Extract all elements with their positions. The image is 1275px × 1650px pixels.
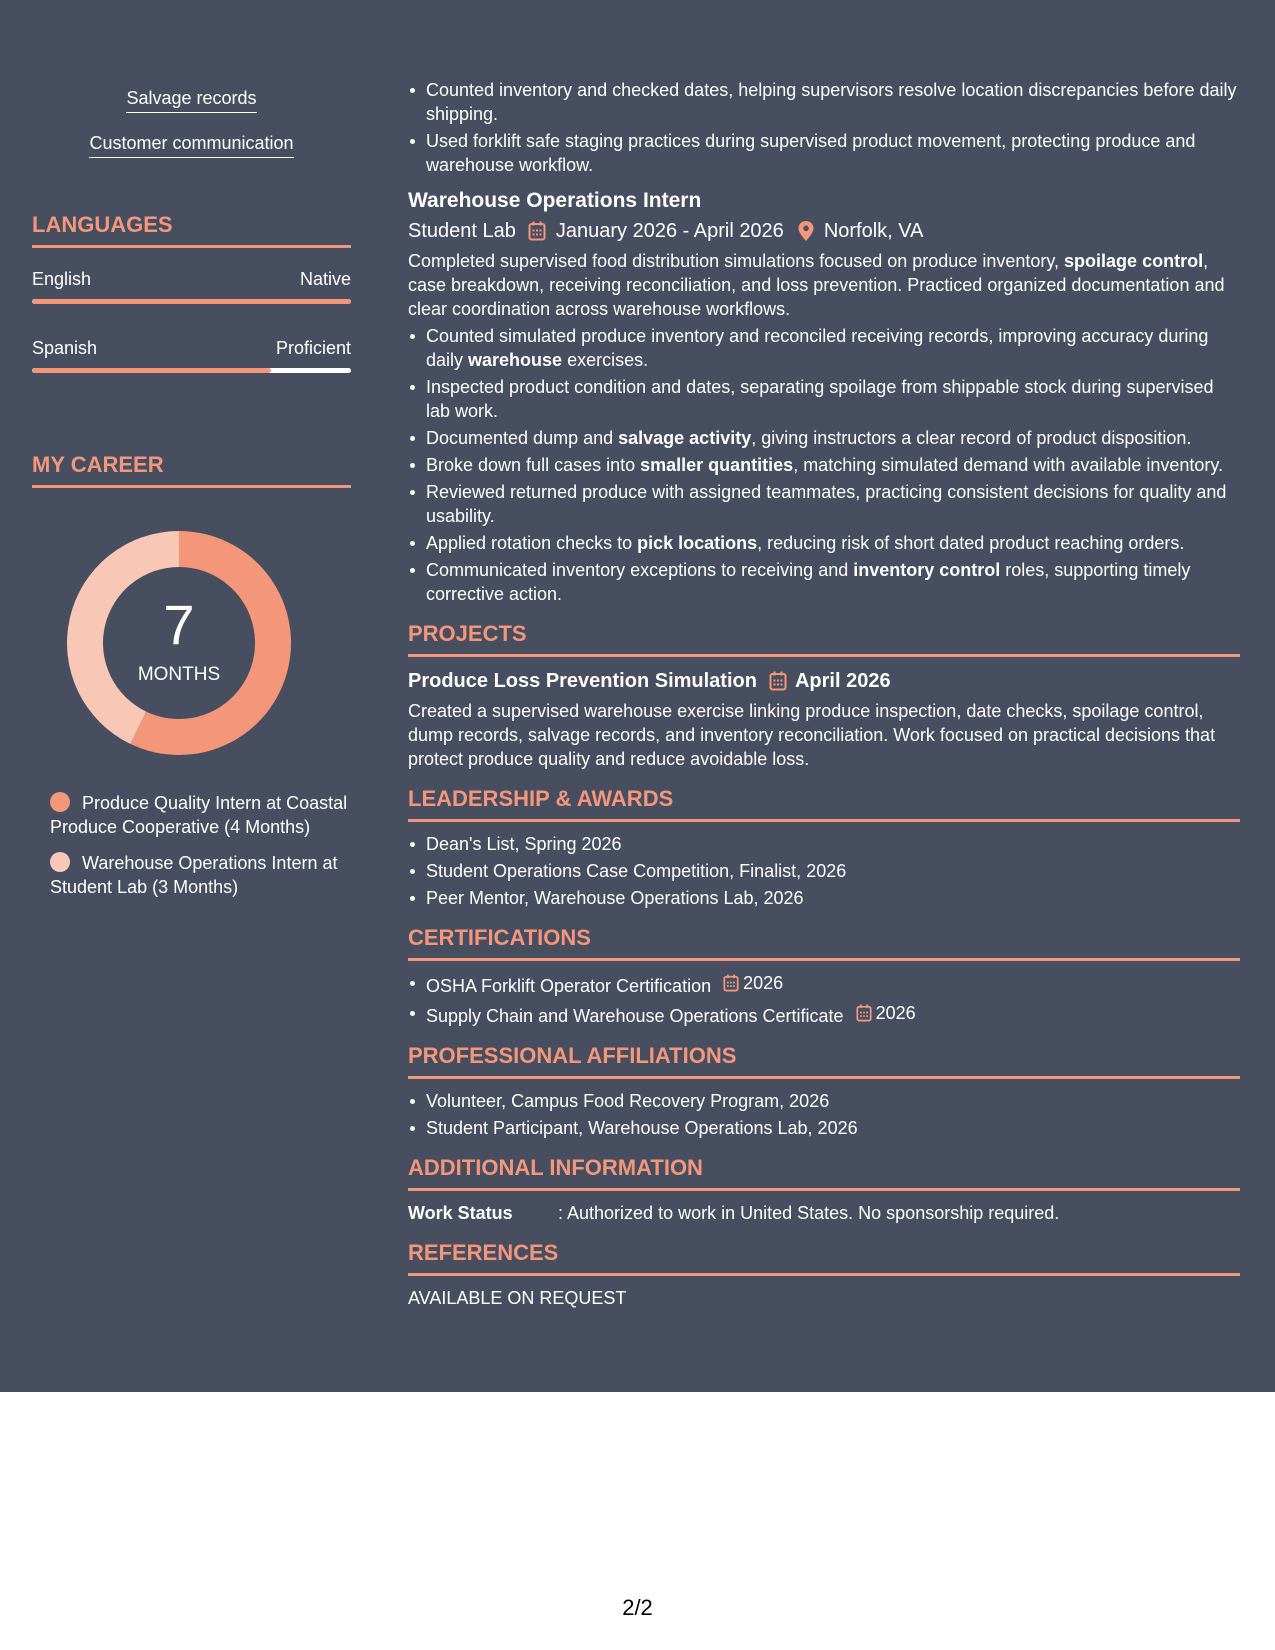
skill-label: Salvage records — [126, 86, 256, 113]
sidebar — [32, 0, 351, 1392]
skill-label: Customer communication — [89, 131, 293, 158]
list-item: Volunteer, Campus Food Recovery Program, 2026 — [408, 1089, 1240, 1113]
leadership-list — [408, 832, 1240, 910]
list-item: Peer Mentor, Warehouse Operations Lab, 2026 — [408, 886, 1240, 910]
legend-item — [50, 851, 350, 899]
list-item: Reviewed returned produce with assigned teammates, practicing consistent decisions for quality and usability. — [408, 480, 1240, 528]
languages-heading: LANGUAGES — [32, 211, 351, 248]
location-pin-icon — [798, 221, 814, 241]
job-dates: January 2026 - April 2026 — [555, 220, 784, 242]
leadership-heading: LEADERSHIP & AWARDS — [408, 785, 1240, 822]
project-date: April 2026 — [794, 670, 891, 692]
career-donut-chart — [67, 531, 291, 755]
references-heading: REFERENCES — [408, 1239, 1240, 1276]
calendar-icon — [769, 671, 787, 691]
career-total: 7 — [163, 593, 195, 656]
job-location: Norfolk, VA — [823, 220, 924, 242]
work-status-row — [408, 1201, 1240, 1225]
language-bar — [32, 299, 351, 304]
list-item: Applied rotation checks to pick locations, reducing risk of short dated product reaching orders. — [408, 531, 1240, 555]
main-content — [408, 78, 1240, 1310]
certification-year: 2026 — [743, 973, 784, 993]
work-status-value: : Authorized to work in United States. No sponsorship required. — [558, 1203, 1060, 1223]
career-legend — [50, 791, 350, 911]
calendar-icon — [528, 221, 546, 241]
work-status-label: Work Status — [408, 1203, 513, 1223]
certification-year: 2026 — [875, 1003, 916, 1023]
project-title: Produce Loss Prevention Simulation — [408, 670, 757, 692]
skills-list — [32, 86, 351, 158]
previous-job-bullets — [408, 78, 1240, 177]
skill-item — [32, 131, 351, 158]
list-item: Dean's List, Spring 2026 — [408, 832, 1240, 856]
list-item — [408, 971, 1240, 998]
projects-heading: PROJECTS — [408, 620, 1240, 657]
legend-dot-icon — [50, 792, 70, 812]
affiliations-list — [408, 1089, 1240, 1140]
certification-name: OSHA Forklift Operator Certification — [426, 976, 712, 996]
language-name: Spanish — [32, 338, 98, 358]
list-item: Inspected product condition and dates, separating spoilage from shippable stock during supervised lab work. — [408, 375, 1240, 423]
language-english — [32, 267, 351, 304]
career-unit: MONTHS — [137, 664, 221, 685]
job-meta — [408, 217, 1240, 245]
job-title: Warehouse Operations Intern — [408, 189, 702, 212]
list-item: Student Operations Case Competition, Finalist, 2026 — [408, 859, 1240, 883]
language-bar-fill — [32, 368, 271, 373]
list-item: Communicated inventory exceptions to receiving and inventory control roles, supporting timely corrective action. — [408, 558, 1240, 606]
language-level: Native — [299, 269, 351, 289]
page-number: 2/2 — [622, 1595, 653, 1620]
list-item: Broke down full cases into smaller quantities, matching simulated demand with available inventory. — [408, 453, 1240, 477]
certifications-heading: CERTIFICATIONS — [408, 924, 1240, 961]
list-item: Counted inventory and checked dates, helping supervisors resolve location discrepancies before daily shipping. — [408, 78, 1240, 126]
certifications-list — [408, 971, 1240, 1028]
job-bullets — [408, 324, 1240, 606]
additional-info-heading: ADDITIONAL INFORMATION — [408, 1154, 1240, 1191]
legend-label: Produce Quality Intern at Coastal Produce Cooperative (4 Months) — [50, 793, 348, 837]
list-item: Counted simulated produce inventory and reconciled receiving records, improving accuracy during daily warehouse exercises. — [408, 324, 1240, 372]
career-heading: MY CAREER — [32, 451, 351, 488]
job-summary: Completed supervised food distribution simulations focused on produce inventory, spoilage control, case breakdown, receiving reconciliation, and loss prevention. Practiced organized documentation and clear coordination across warehouse workflows. — [408, 251, 1225, 319]
list-item: Used forklift safe staging practices during supervised product movement, protecting produce and warehouse workflow. — [408, 129, 1240, 177]
legend-dot-icon — [50, 852, 70, 872]
job-company: Student Lab — [408, 220, 516, 242]
language-spanish — [32, 336, 351, 373]
language-level: Proficient — [275, 338, 351, 358]
language-name: English — [32, 269, 92, 289]
calendar-icon — [856, 1004, 872, 1022]
list-item — [408, 1001, 1240, 1028]
project-title-row — [408, 667, 1240, 695]
references-text: AVAILABLE ON REQUEST — [408, 1288, 627, 1308]
legend-item — [50, 791, 350, 839]
affiliations-heading: PROFESSIONAL AFFILIATIONS — [408, 1042, 1240, 1079]
skill-item — [32, 86, 351, 113]
legend-label: Warehouse Operations Intern at Student Lab (3 Months) — [50, 853, 338, 897]
project-description: Created a supervised warehouse exercise linking produce inspection, date checks, spoilage control, dump records, salvage records, and inventory reconciliation. Work focused on practical decisions that protect produce quality and reduce avoidable loss. — [408, 701, 1216, 769]
calendar-icon — [723, 974, 739, 992]
list-item: Documented dump and salvage activity, giving instructors a clear record of product disposition. — [408, 426, 1240, 450]
list-item: Student Participant, Warehouse Operations Lab, 2026 — [408, 1116, 1240, 1140]
certification-name: Supply Chain and Warehouse Operations Certificate — [426, 1006, 844, 1026]
language-bar — [32, 368, 351, 373]
language-bar-fill — [32, 299, 351, 304]
